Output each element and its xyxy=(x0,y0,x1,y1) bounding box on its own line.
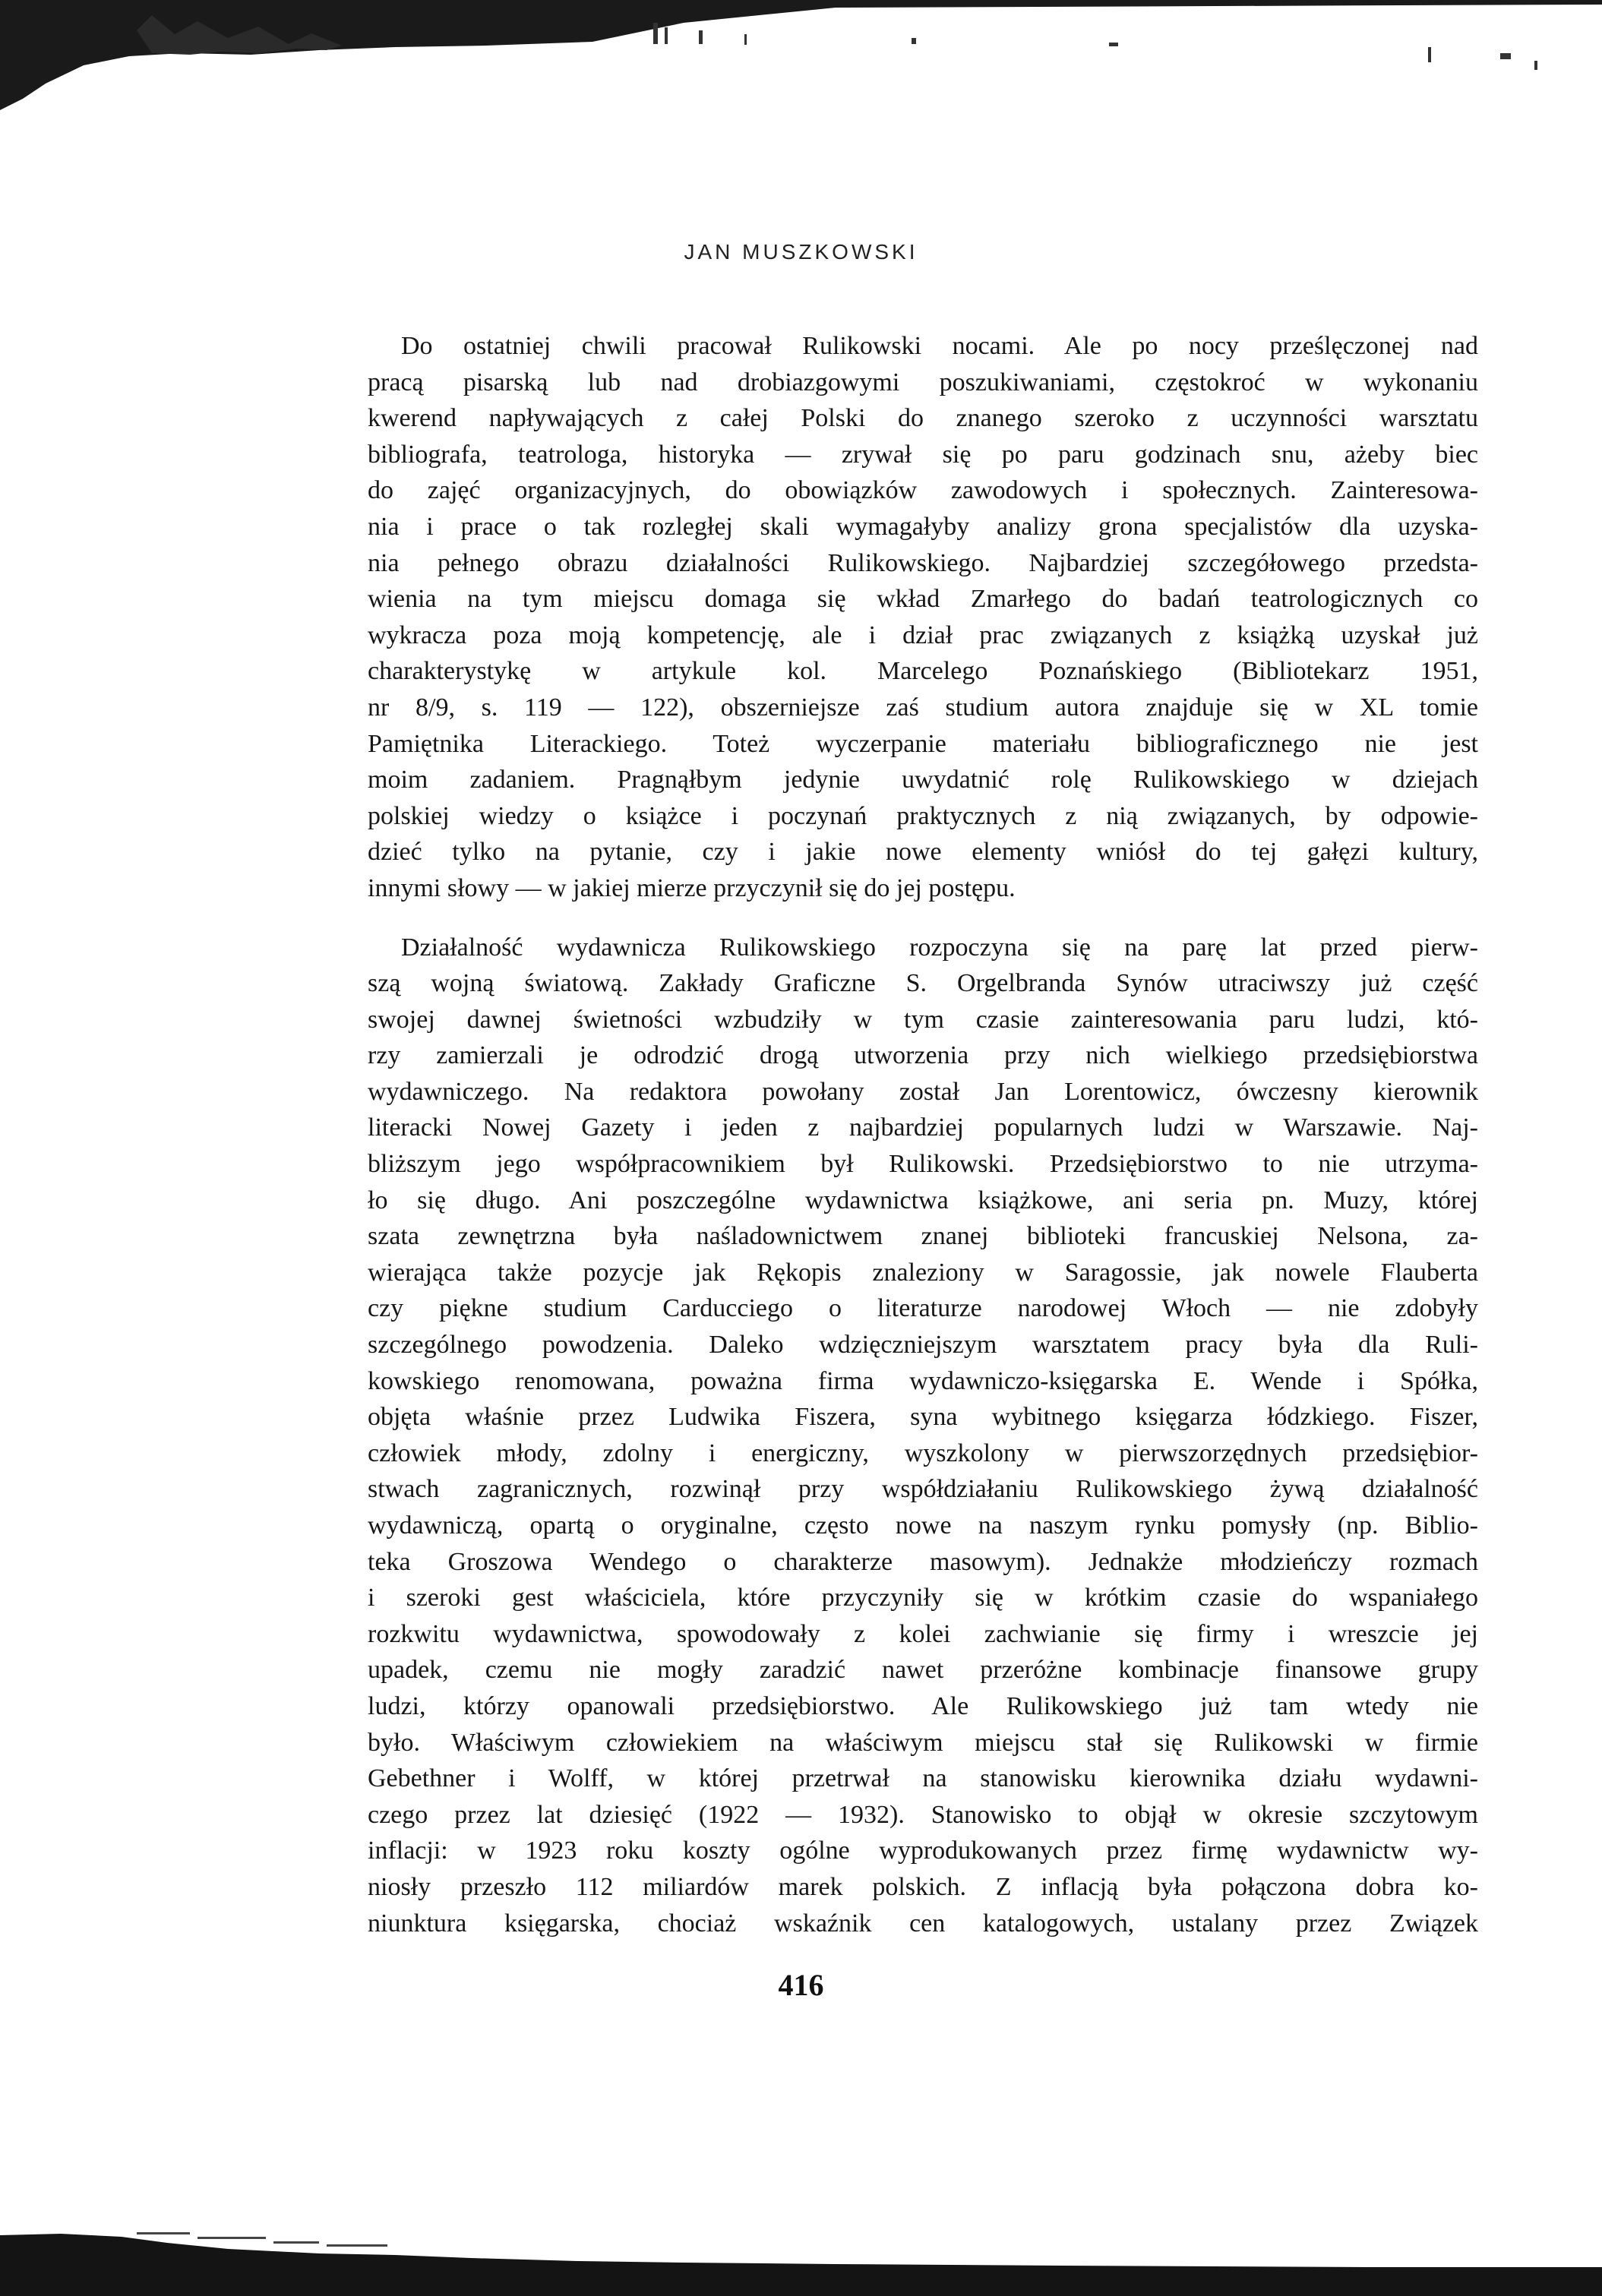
paragraph-1 xyxy=(368,328,1478,907)
text-line: nr 8/9, s. 119 — 122), obszerniejsze zaś studium autora znajduje się w XL tomie xyxy=(368,693,1478,722)
text-line: szczególnego powodzenia. Daleko wdzięczniejszym warsztatem pracy była dla Ruli- xyxy=(368,1331,1478,1360)
running-head: JAN MUSZKOWSKI xyxy=(684,240,918,264)
text-line: inflacji: w 1923 roku koszty ogólne wyprodukowanych przez firmę wydawnictw wy- xyxy=(368,1836,1478,1865)
text-line: wykracza poza moją kompetencję, ale i dział prac związanych z książką uzyskał już xyxy=(368,621,1478,649)
text-line: moim zadaniem. Pragnąłbym jedynie uwydatnić rolę Rulikowskiego w dziejach xyxy=(368,766,1478,794)
text-line: swojej dawnej świetności wzbudziły w tym czasie zainteresowania paru ludzi, któ- xyxy=(368,1005,1478,1034)
text-line: ludzi, którzy opanowali przedsiębiorstwo. Ale Rulikowskiego już tam wtedy nie xyxy=(368,1691,1478,1720)
text-line: szą wojną światową. Zakłady Graficzne S. Orgelbranda Synów utraciwszy już część xyxy=(368,969,1478,998)
scan-edge-artifact-bottom xyxy=(0,2228,1602,2296)
text-line: wierająca także pozycje jak Rękopis znaleziony w Saragossie, jak nowele Flauberta xyxy=(368,1258,1478,1287)
text-line: niunktura księgarska, chociaż wskaźnik cen katalogowych, ustalany przez Związek xyxy=(368,1909,1478,1938)
text-line: rzy zamierzali je odrodzić drogą utworzenia przy nich wielkiego przedsiębiorstwa xyxy=(368,1041,1478,1070)
text-line: i szeroki gest właściciela, które przyczyniły się w krótkim czasie do wspaniałego xyxy=(368,1584,1478,1612)
text-line: było. Właściwym człowiekiem na właściwym miejscu stał się Rulikowski w firmie xyxy=(368,1728,1478,1757)
text-line: teka Groszowa Wendego o charakterze masowym). Jednakże młodzieńczy rozmach xyxy=(368,1547,1478,1576)
text-line: kowskiego renomowana, poważna firma wydawniczo-księgarska E. Wende i Spółka, xyxy=(368,1366,1478,1395)
page-number: 416 xyxy=(778,1968,824,2002)
text-line: czego przez lat dziesięć (1922 — 1932). Stanowisko to objął w okresie szczytowym xyxy=(368,1800,1478,1829)
text-line: wienia na tym miejscu domaga się wkład Zmarłego do badań teatrologicznych co xyxy=(368,585,1478,614)
text-line: czy piękne studium Carducciego o literaturze narodowej Włoch — nie zdobyły xyxy=(368,1294,1478,1323)
text-line: upadek, czemu nie mogły zaradzić nawet przeróżne kombinacje finansowe grupy xyxy=(368,1656,1478,1685)
text-line: bibliografa, teatrologa, historyka — zrywał się po paru godzinach snu, ażeby biec xyxy=(368,440,1478,469)
text-line: innymi słowy — w jakiej mierze przyczynił się do jej postępu. xyxy=(368,873,1016,902)
text-line: charakterystykę w artykule kol. Marcelego Poznańskiego (Bibliotekarz 1951, xyxy=(368,657,1478,686)
text-line: literacki Nowej Gazety i jeden z najbardziej popularnych ludzi w Warszawie. Naj- xyxy=(368,1113,1478,1142)
text-line: stwach zagranicznych, rozwinął przy współdziałaniu Rulikowskiego żywą działalność xyxy=(368,1475,1478,1504)
text-line: człowiek młody, zdolny i energiczny, wyszkolony w pierwszorzędnych przedsiębior- xyxy=(368,1439,1478,1467)
text-line: Gebethner i Wolff, w której przetrwał na stanowisku kierownika działu wydawni- xyxy=(368,1764,1478,1793)
text-line: ło się długo. Ani poszczególne wydawnictwa książkowe, ani seria pn. Muzy, której xyxy=(368,1186,1478,1214)
text-line: do zajęć organizacyjnych, do obowiązków zawodowych i społecznych. Zainteresowa- xyxy=(368,476,1478,505)
article-text xyxy=(368,328,1478,1941)
text-line: nia pełnego obrazu działalności Rulikowskiego. Najbardziej szczegółowego przedsta- xyxy=(368,548,1478,577)
text-line: Działalność wydawnicza Rulikowskiego rozpoczyna się na parę lat przed pierw- xyxy=(401,933,1478,962)
text-line: objęta właśnie przez Ludwika Fiszera, syna wybitnego księgarza łódzkiego. Fiszer, xyxy=(368,1403,1478,1432)
text-line: kwerend napływających z całej Polski do znanego szeroko z uczynności warsztatu xyxy=(368,404,1478,433)
text-line: Pamiętnika Literackiego. Toteż wyczerpanie materiału bibliograficznego nie jest xyxy=(368,729,1478,758)
text-line: Do ostatniej chwili pracował Rulikowski nocami. Ale po nocy prześlęczonej nad xyxy=(401,332,1478,360)
text-line: wydawniczego. Na redaktora powołany został Jan Lorentowicz, ówczesny kierownik xyxy=(368,1077,1478,1106)
text-line: niosły przeszło 112 miliardów marek polskich. Z inflacją była połączona dobra ko- xyxy=(368,1872,1478,1901)
text-line: dzieć tylko na pytanie, czy i jakie nowe elementy wniósł do tej gałęzi kultury, xyxy=(368,838,1478,867)
paragraph-2 xyxy=(368,930,1478,1942)
text-line: wydawniczą, opartą o oryginalne, często nowe na naszym rynku pomysły (np. Biblio- xyxy=(368,1511,1478,1540)
text-line: szata zewnętrzna była naśladownictwem znanej biblioteki francuskiej Nelsona, za- xyxy=(368,1222,1478,1251)
text-line: bliższym jego współpracownikiem był Rulikowski. Przedsiębiorstwo to nie utrzyma- xyxy=(368,1150,1478,1179)
text-line: polskiej wiedzy o książce i poczynań praktycznych z nią związanych, by odpowie- xyxy=(368,801,1478,830)
text-line: pracą pisarską lub nad drobiazgowymi poszukiwaniami, częstokroć w wykonaniu xyxy=(368,368,1478,396)
scan-edge-artifact-top xyxy=(0,0,1602,114)
text-line: rozkwitu wydawnictwa, spowodowały z kolei zachwianie się firmy i wreszcie jej xyxy=(368,1619,1478,1648)
text-line: nia i prace o tak rozległej skali wymagałyby analizy grona specjalistów dla uzyska- xyxy=(368,512,1478,541)
